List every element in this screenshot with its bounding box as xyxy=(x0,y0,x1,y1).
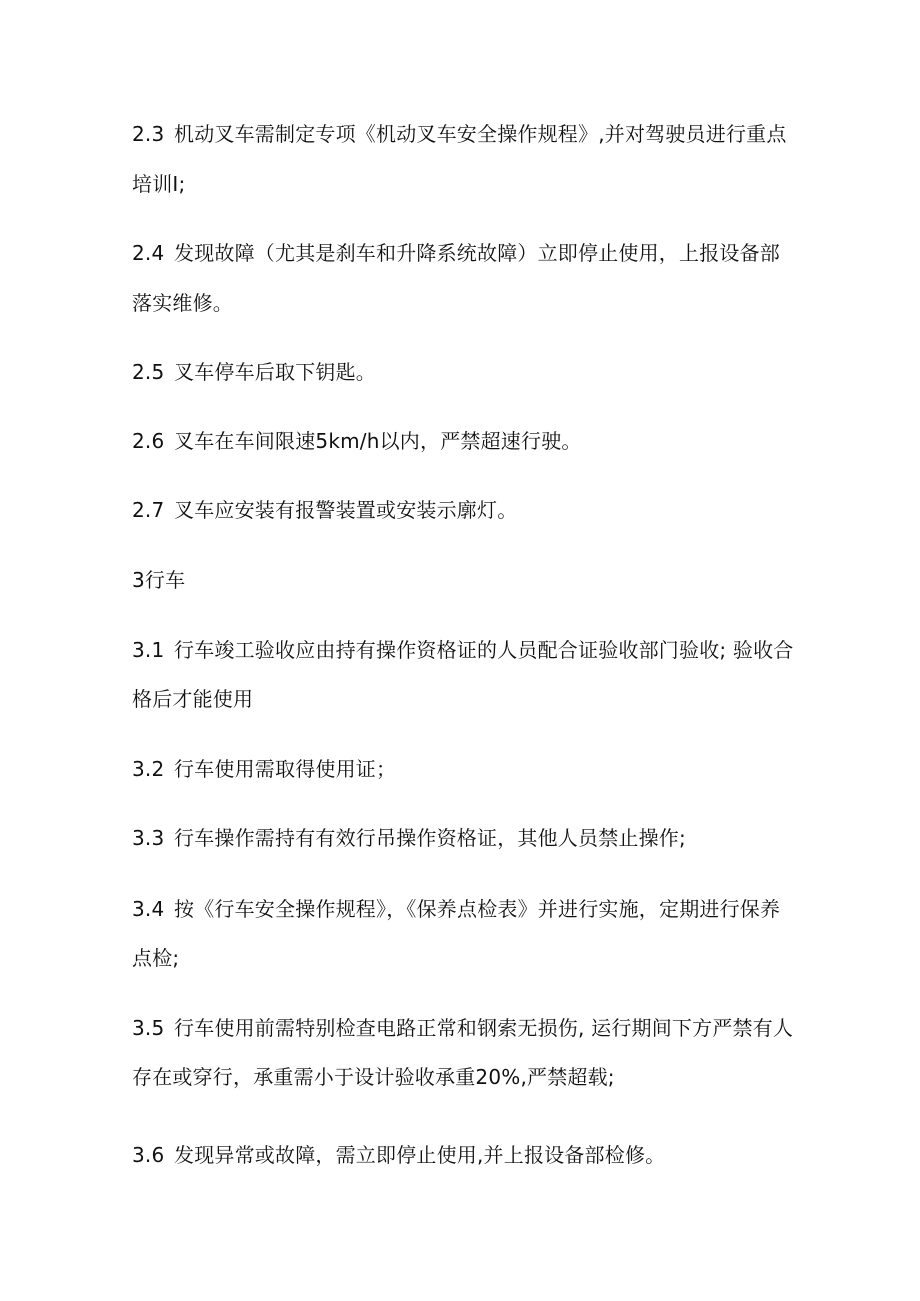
paragraph-3-1-line-2 xyxy=(132,687,253,711)
paragraph-3-6 xyxy=(132,1143,665,1167)
paragraph-text: 培训I; xyxy=(132,172,186,196)
paragraph-3-5-line-1 xyxy=(132,1016,793,1040)
paragraph-3-4-line-2 xyxy=(132,946,179,970)
paragraph-3-3 xyxy=(132,826,686,850)
paragraph-text: 发现异常或故障，需立即停止使用,并上报设备部检修。 xyxy=(174,1143,666,1167)
paragraph-3-2 xyxy=(132,757,396,781)
paragraph-number: 2.3 xyxy=(132,122,165,146)
paragraph-text: 行车使用需取得使用证； xyxy=(174,757,397,781)
paragraph-3-4-line-1 xyxy=(132,897,780,921)
paragraph-3-1-line-1 xyxy=(132,638,794,662)
paragraph-2-3-line-1 xyxy=(132,122,787,146)
paragraph-text: 机动叉车需制定专项《机动叉车安全操作规程》,并对驾驶员进行重点 xyxy=(174,122,787,146)
paragraph-text: 行车操作需持有有效行吊操作资格证，其他人员禁止操作; xyxy=(174,826,686,850)
paragraph-2-6 xyxy=(132,429,582,453)
paragraph-number: 2.4 xyxy=(132,241,165,265)
paragraph-number: 2.6 xyxy=(132,429,165,453)
paragraph-text: 发现故障（尤其是刹车和升降系统故障）立即停止使用，上报设备部 xyxy=(174,241,780,265)
paragraph-number: 3.5 xyxy=(132,1016,165,1040)
paragraph-text: 点检; xyxy=(132,946,180,970)
paragraph-text: 行车竣工验收应由持有操作资格证的人员配合证验收部门验收; 验收合 xyxy=(174,638,794,662)
paragraph-text: 落实维修。 xyxy=(132,291,233,315)
paragraph-2-7 xyxy=(132,498,517,522)
paragraph-3-5-line-2 xyxy=(132,1065,615,1089)
paragraph-text: 格后才能使用 xyxy=(132,687,254,711)
paragraph-number: 3.3 xyxy=(132,826,165,850)
paragraph-text: 叉车应安装有报警装置或安装示廓灯。 xyxy=(174,498,518,522)
paragraph-2-5 xyxy=(132,360,376,384)
paragraph-2-4-line-1 xyxy=(132,241,780,265)
paragraph-text: 叉车在车间限速5km/h以内，严禁超速行驶。 xyxy=(174,429,582,453)
paragraph-number: 3.1 xyxy=(132,638,165,662)
section-heading-text: 3行车 xyxy=(132,568,186,592)
paragraph-2-3-line-2 xyxy=(132,172,185,196)
section-heading-3 xyxy=(132,568,185,592)
paragraph-number: 2.5 xyxy=(132,360,165,384)
paragraph-number: 3.2 xyxy=(132,757,165,781)
paragraph-number: 2.7 xyxy=(132,498,165,522)
paragraph-number: 3.4 xyxy=(132,897,165,921)
paragraph-text: 叉车停车后取下钥匙。 xyxy=(174,360,376,384)
paragraph-text: 按《行车安全操作规程》，《保养点检表》并进行实施，定期进行保养 xyxy=(174,897,781,921)
paragraph-number: 3.6 xyxy=(132,1143,165,1167)
paragraph-text: 行车使用前需特别检查电路正常和钢索无损伤, 运行期间下方严禁有人 xyxy=(174,1016,794,1040)
paragraph-2-4-line-2 xyxy=(132,291,233,315)
paragraph-text: 存在或穿行，承重需小于设计验收承重20%,严禁超载; xyxy=(132,1065,615,1089)
